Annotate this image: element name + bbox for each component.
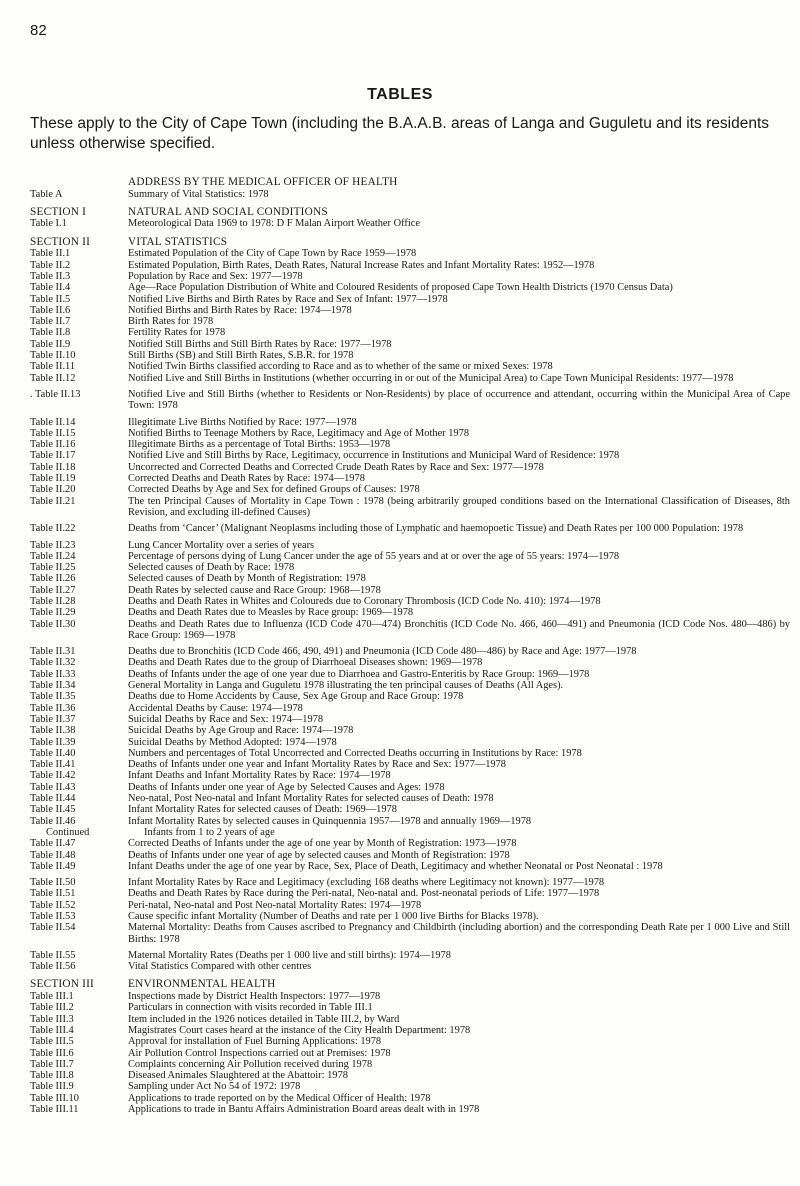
table-label: Table II.6 (30, 304, 71, 316)
table-entry-row (30, 218, 790, 229)
table-label: Table III.9 (30, 1081, 74, 1093)
section-label: SECTION III (30, 978, 95, 991)
table-label: Table II.1 (30, 248, 71, 260)
section-heading: NATURAL AND SOCIAL CONDITIONS (128, 205, 328, 218)
table-entry-row (30, 361, 790, 372)
table-entry-row (30, 827, 790, 838)
table-entry-row (30, 793, 790, 804)
table-description: Magistrates Court cases heard at the instance of the City Health Department: 1978 (128, 1024, 471, 1036)
section-1-list (30, 218, 790, 229)
table-label: Table II.30 (30, 618, 76, 630)
table-index (30, 176, 790, 1115)
table-entry-row (30, 1036, 790, 1047)
table-entry-row (30, 922, 790, 945)
table-label: Table II.14 (30, 416, 76, 428)
table-description: Item included in the 1926 notices detailed in Table III.2, by Ward (128, 1013, 400, 1025)
table-description: Notified Still Births and Still Birth Rates by Race: 1977—1978 (128, 338, 392, 350)
table-entry-row (30, 450, 790, 461)
table-label: Table III.11 (30, 1104, 79, 1116)
table-description: Deaths due to Bronchitis (ICD Code 466, 490, 491) and Pneumonia (ICD Code 480—486) by Race and Age: 1977—1978 (128, 646, 637, 658)
table-description: Deaths of Infants under one year of age by selected causes and Month of Registration: 1978 (128, 849, 510, 861)
table-label: Table II.18 (30, 461, 76, 473)
table-label: Table II.41 (30, 759, 76, 771)
table-entry-row (30, 248, 790, 259)
table-entry-row (30, 1070, 790, 1081)
table-description: Vital Statistics Compared with other centres (128, 961, 312, 973)
table-description: Suicidal Deaths by Age Group and Race: 1974—1978 (128, 725, 354, 737)
table-description: Deaths due to Home Accidents by Cause, Sex Age Group and Race Group: 1978 (128, 691, 464, 703)
table-entry-row (30, 271, 790, 282)
table-label: Table II.50 (30, 877, 76, 889)
table-label: Table II.31 (30, 646, 76, 658)
table-label: Table II.36 (30, 702, 76, 714)
table-entry-row (30, 703, 790, 714)
table-description: Cause specific infant Mortality (Number of Deaths and rate per 1 000 live Births for Blacks 1978). (128, 911, 539, 922)
table-label: Table II.17 (30, 450, 76, 462)
table-label: Table II.21 (30, 495, 76, 507)
table-label: Table II.49 (30, 860, 76, 872)
table-description: Illegitimate Live Births Notified by Race: 1977—1978 (128, 416, 357, 428)
table-description: Deaths and Death Rates in Whites and Coloureds due to Coronary Thrombosis (ICD Code No. 410): 1974—1978 (128, 595, 601, 607)
table-description: Peri-natal, Neo-natal and Post Neo-natal Mortality Rates: 1974—1978 (128, 899, 422, 911)
address-heading: ADDRESS BY THE MEDICAL OFFICER OF HEALTH (128, 176, 398, 188)
table-description: Notified Live and Still Births (whether to Residents or Non-Residents) by place of occurrence and attendant, occurring within the Municipal Area of Cape Town: 1978 (128, 388, 790, 412)
table-description: Maternal Mortality Rates (Deaths per 1 000 live and still births): 1974—1978 (128, 949, 451, 961)
table-entry-row (30, 389, 790, 412)
table-label: Table II.55 (30, 949, 76, 961)
table-description: Estimated Population, Birth Rates, Death Rates, Natural Increase Rates and Infant Mortality Rates: 1952—1978 (128, 259, 595, 271)
table-entry-row (30, 759, 790, 770)
table-label: Table III.10 (30, 1092, 79, 1104)
table-entry-row (30, 523, 790, 534)
table-description: Deaths and Death Rates by Race during the Peri-natal, Neo-natal and. Post-neonatal periods of Life: 1977—1978 (128, 888, 600, 900)
table-label: Table II.26 (30, 573, 76, 585)
table-label: Table II.32 (30, 657, 76, 669)
table-label: Table II.23 (30, 539, 76, 551)
table-entry-row (30, 339, 790, 350)
table-entry-row (30, 782, 790, 793)
table-label: Table II.46 (30, 815, 76, 827)
table-entry-row (30, 961, 790, 972)
table-entry-row (30, 305, 790, 316)
table-entry-row (30, 888, 790, 899)
table-entry-row (30, 496, 790, 519)
table-label: Table II.7 (30, 316, 71, 328)
table-label: Table II.9 (30, 338, 71, 350)
table-description: Corrected Deaths and Death Rates by Race: 1974—1978 (128, 473, 365, 485)
table-label: Table III.5 (30, 1036, 74, 1048)
table-label: Table II.42 (30, 770, 76, 782)
table-description: Neo-natal, Post Neo-natal and Infant Mortality Rates for selected causes of Death: 1978 (128, 793, 494, 805)
table-description: Suicidal Deaths by Method Adopted: 1974—1978 (128, 736, 337, 748)
table-description: Notified Live and Still Births in Institutions (whether occurring in or out of the Municipal Area) to Cape Town Municipal Residents: 1977—1978 (128, 372, 734, 384)
table-entry-row (30, 691, 790, 702)
table-description: Numbers and percentages of Total Uncorrected and Corrected Deaths occurring in Institutions by Race: 1978 (128, 747, 582, 759)
table-label: Table III.1 (30, 991, 74, 1003)
table-label: Table II.16 (30, 439, 76, 451)
table-description: Applications to trade reported on by the Medical Officer of Health: 1978 (128, 1092, 431, 1104)
section-label: SECTION II (30, 235, 91, 248)
table-entry-row (30, 1002, 790, 1013)
table-entry-row (30, 282, 790, 293)
table-entry-row (30, 1093, 790, 1104)
table-entry-row (30, 428, 790, 439)
table-label: Table III.8 (30, 1070, 74, 1082)
table-description: Suicidal Deaths by Race and Sex: 1974—1978 (128, 713, 324, 725)
table-description: Infants from 1 to 2 years of age (144, 826, 275, 838)
table-entry-row (30, 657, 790, 668)
table-description: Notified Births and Birth Rates by Race: 1974—1978 (128, 304, 352, 316)
table-entry-row (30, 646, 790, 657)
table-description: Accidental Deaths by Cause: 1974—1978 (128, 702, 303, 714)
table-label: Table II.22 (30, 523, 76, 535)
table-description: Uncorrected and Corrected Deaths and Corrected Crude Death Rates by Race and Sex: 1977—1978 (128, 461, 544, 473)
table-description: Corrected Deaths by Age and Sex for defined Groups of Causes: 1978 (128, 484, 420, 496)
table-entry-row (30, 562, 790, 573)
table-entry-row (30, 816, 790, 827)
table-label: Table II.56 (30, 961, 76, 973)
table-entry-row (30, 1104, 790, 1115)
table-description: Selected causes of Death by Race: 1978 (128, 562, 295, 574)
table-entry-row (30, 900, 790, 911)
table-entry-row (30, 327, 790, 338)
table-entry-row (30, 1048, 790, 1059)
table-description: Meteorological Data 1969 to 1978: D F Malan Airport Weather Office (128, 218, 420, 230)
table-label: Table II.3 (30, 270, 71, 282)
table-label: Table II.5 (30, 293, 71, 305)
table-entry-row (30, 1014, 790, 1025)
intro-paragraph: These apply to the City of Cape Town (including the B.A.A.B. areas of Langa and Guguletu and its residents unless otherwise specified. (30, 115, 769, 152)
table-description: Notified Twin Births classified according to Race and as to whether of the same or mixed Sexes: 1978 (128, 361, 553, 373)
table-label: Table II.25 (30, 562, 76, 574)
table-label: Table II.27 (30, 584, 76, 596)
table-entry-row (30, 1081, 790, 1092)
table-entry-row (30, 462, 790, 473)
table-a-row (30, 189, 790, 200)
table-description: Deaths and Death Rates due to the group of Diarrhoeal Diseases shown: 1969—1978 (128, 657, 483, 669)
table-description: Complaints concerning Air Pollution received during 1978 (128, 1058, 373, 1070)
table-label: Table III.3 (30, 1013, 74, 1025)
table-description: Corrected Deaths of Infants under the age of one year by Month of Registration: 1973—1978 (128, 838, 517, 850)
table-description: Applications to trade in Bantu Affairs Administration Board areas dealt with in 1978 (128, 1104, 480, 1116)
table-label: Table II.37 (30, 713, 76, 725)
table-label: Table I.1 (30, 218, 67, 230)
table-entry-row (30, 725, 790, 736)
table-entry-row (30, 850, 790, 861)
table-entry-row (30, 316, 790, 327)
table-entry-row (30, 350, 790, 361)
table-description: Deaths and Death Rates due to Measles by Race group: 1969—1978 (128, 607, 414, 619)
table-entry-row (30, 484, 790, 495)
section-heading-row (30, 206, 790, 219)
table-description: Deaths of Infants under one year of Age by Selected Causes and Ages: 1978 (128, 781, 445, 793)
table-entry-row (30, 1059, 790, 1070)
table-description: Infant Mortality Rates by selected causes in Quinquennia 1957—1978 and annually 1969—1978 (128, 815, 532, 827)
table-label: Table II.24 (30, 550, 76, 562)
table-description: Notified Live Births and Birth Rates by Race and Sex of Infant: 1977—1978 (128, 293, 448, 305)
table-label: Table II.12 (30, 372, 76, 384)
table-label: Table II.35 (30, 691, 76, 703)
table-entry-row (30, 540, 790, 551)
table-label: Table II.44 (30, 793, 76, 805)
page-title: TABLES (367, 86, 433, 103)
table-label: Table II.53 (30, 911, 76, 922)
table-description: Approval for installation of Fuel Burning Applications: 1978 (128, 1036, 382, 1048)
table-label: Table II.4 (30, 282, 71, 294)
table-entry-row (30, 294, 790, 305)
section-heading: ENVIRONMENTAL HEALTH (128, 978, 276, 991)
table-description: Deaths of Infants under the age of one year due to Diarrhoea and Gastro-Enteritis by Race Group: 1969—1978 (128, 668, 590, 680)
table-entry-row (30, 596, 790, 607)
table-entry-row (30, 573, 790, 584)
page-number: 82 (30, 22, 47, 39)
table-entry-row (30, 714, 790, 725)
table-description: Diseased Animales Slaughtered at the Abattoir: 1978 (128, 1070, 348, 1082)
table-description: Air Pollution Control Inspections carried out at Premises: 1978 (128, 1047, 391, 1059)
table-label: Table II.48 (30, 849, 76, 861)
table-description: Deaths from ‘Cancer’ (Malignant Neoplasms including those of Lymphatic and haemopoetic Tissue) and Death Rates per 100 000 Population: 1978 (128, 523, 744, 535)
table-label: . Table II.13 (30, 388, 81, 400)
table-entry-row (30, 1025, 790, 1036)
section-heading-row (30, 978, 790, 991)
table-description: Maternal Mortality: Deaths from Causes ascribed to Pregnancy and Childbirth (including abortion) and the corresponding Death Rate per 1 000 Live and Still Births: 1978 (128, 922, 790, 945)
table-entry-row (30, 911, 790, 922)
table-description: Selected causes of Death by Month of Registration: 1978 (128, 573, 366, 585)
table-entry-row (30, 838, 790, 849)
table-label: Table III.7 (30, 1058, 74, 1070)
table-entry-row (30, 551, 790, 562)
table-description: Particulars in connection with visits recorded in Table III.1 (128, 1002, 373, 1014)
table-entry-row (30, 991, 790, 1002)
table-entry-row (30, 877, 790, 888)
section-3-list (30, 991, 790, 1115)
table-label: Table II.47 (30, 838, 76, 850)
table-description: Death Rates by selected cause and Race Group: 1968—1978 (128, 584, 381, 596)
table-entry-row (30, 473, 790, 484)
table-description: The ten Principal Causes of Mortality in Cape Town : 1978 (being arbitrarily grouped conditions based on the International Classification of Diseases, 8th Revision, and excluding ill-defined Causes) (128, 495, 790, 518)
table-description: Inspections made by District Health Inspectors: 1977—1978 (128, 991, 381, 1003)
table-description: Percentage of persons dying of Lung Cancer under the age of 55 years and at or over the age of 55 years: 1974—1978 (128, 550, 620, 562)
table-description: Infant Deaths and Infant Mortality Rates by Race: 1974—1978 (128, 770, 391, 782)
table-description: Illegitimate Births as a percentage of Total Births: 1953—1978 (128, 439, 391, 451)
table-entry-row (30, 748, 790, 759)
table-entry-row (30, 770, 790, 781)
table-label: Table II.54 (30, 922, 76, 934)
table-label: Continued (46, 826, 90, 838)
table-description: Birth Rates for 1978 (128, 316, 214, 328)
table-entry-row (30, 417, 790, 428)
section-2-list (30, 248, 790, 972)
table-label: Table II.38 (30, 725, 76, 737)
table-description: Fertility Rates for 1978 (128, 327, 226, 339)
section-label: SECTION I (30, 205, 87, 218)
table-label: Table II.10 (30, 350, 76, 362)
table-description: Summary of Vital Statistics: 1978 (128, 188, 269, 200)
table-entry-row (30, 607, 790, 618)
table-description: General Mortality in Langa and Guguletu 1978 illustrating the ten principal causes of Deaths (All Ages). (128, 680, 564, 692)
table-entry-row (30, 737, 790, 748)
table-label: Table II.19 (30, 473, 76, 485)
table-label: Table II.8 (30, 327, 71, 339)
table-entry-row (30, 861, 790, 872)
table-entry-row (30, 619, 790, 642)
table-description: Sampling under Act No 54 of 1972: 1978 (128, 1081, 301, 1093)
table-label: Table II.2 (30, 259, 71, 271)
table-entry-row (30, 804, 790, 815)
section-heading: VITAL STATISTICS (128, 235, 228, 248)
table-description: Deaths and Death Rates due to Influenza (ICD Code 470—474) Bronchitis (ICD Code No. 466, 460—491) and Pneumonia (ICD Code Nos. 480—486) by Race Group: 1969—1978 (128, 618, 790, 641)
table-label: Table II.15 (30, 427, 76, 439)
table-label: Table II.39 (30, 736, 76, 748)
table-label: Table III.4 (30, 1024, 74, 1036)
table-entry-row (30, 585, 790, 596)
table-label: Table II.20 (30, 484, 76, 496)
table-label: Table A (30, 188, 63, 200)
table-entry-row (30, 680, 790, 691)
table-label: Table II.52 (30, 899, 76, 911)
table-description: Lung Cancer Mortality over a series of years (128, 539, 315, 551)
address-heading-row (30, 176, 790, 189)
table-description: Deaths of Infants under one year and Infant Mortality Rates by Race and Sex: 1977—1978 (128, 759, 506, 771)
table-entry-row (30, 373, 790, 384)
table-description: Still Births (SB) and Still Birth Rates, S.B.R. for 1978 (128, 350, 354, 362)
table-label: Table II.29 (30, 607, 76, 619)
table-label: Table II.45 (30, 804, 76, 816)
table-description: Estimated Population of the City of Cape Town by Race 1959—1978 (128, 248, 417, 260)
table-description: Age—Race Population Distribution of White and Coloured Residents of proposed Cape Town Health Districts (1970 Census Data) (128, 282, 673, 294)
table-description: Notified Live and Still Births by Race, Legitimacy, occurrence in Institutions and Municipal Ward of Residence: 1978 (128, 450, 620, 462)
table-label: Table II.28 (30, 595, 76, 607)
table-description: Infant Mortality Rates by Race and Legitimacy (excluding 168 deaths where Legitimacy not known): 1977—1978 (128, 877, 605, 889)
table-label: Table II.43 (30, 781, 76, 793)
table-label: Table III.6 (30, 1047, 74, 1059)
section-heading-row (30, 236, 790, 249)
table-label: Table II.33 (30, 668, 76, 680)
table-label: Table III.2 (30, 1002, 74, 1014)
table-label: Table II.51 (30, 888, 76, 900)
table-label: Table II.34 (30, 680, 76, 692)
table-description: Notified Births to Teenage Mothers by Race, Legitimacy and Age of Mother 1978 (128, 427, 470, 439)
table-entry-row (30, 950, 790, 961)
table-description: Population by Race and Sex: 1977—1978 (128, 270, 303, 282)
table-entry-row (30, 260, 790, 271)
table-label: Table II.11 (30, 361, 76, 373)
table-description: Infant Deaths under the age of one year by Race, Sex, Place of Death, Legitimacy and whether Neonatal or Post Neonatal : 1978 (128, 860, 663, 872)
table-label: Table II.40 (30, 747, 76, 759)
table-entry-row (30, 669, 790, 680)
table-entry-row (30, 439, 790, 450)
table-description: Infant Mortality Rates for selected causes of Death: 1969—1978 (128, 804, 397, 816)
